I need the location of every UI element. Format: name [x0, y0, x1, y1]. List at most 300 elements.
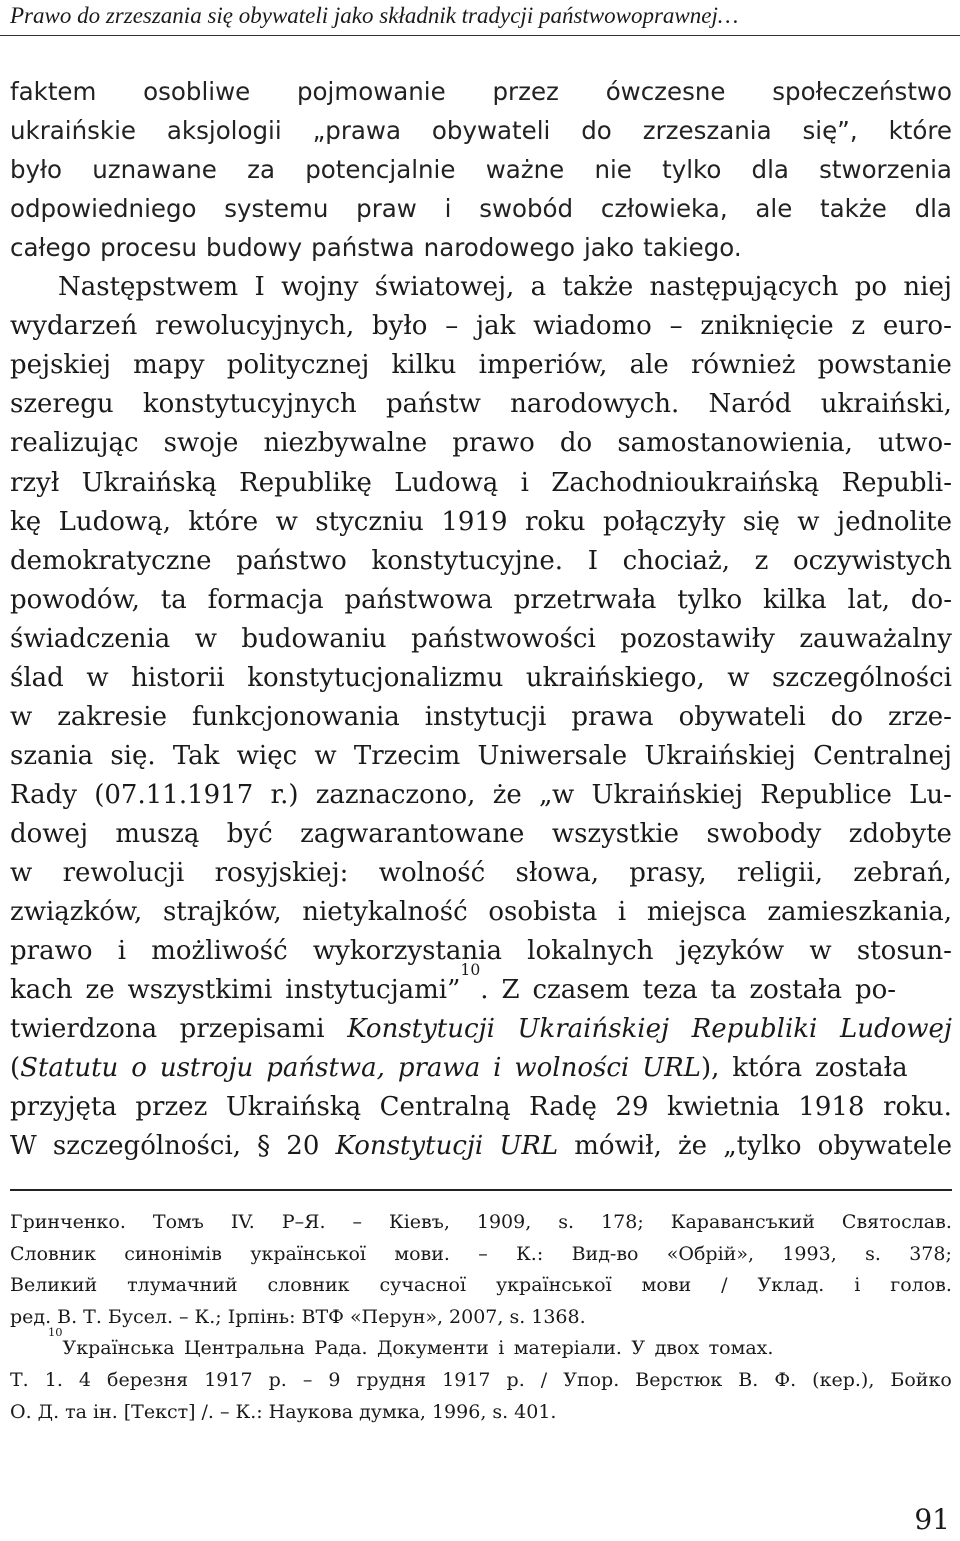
word: Ukraińskiej: [591, 779, 744, 810]
text-line: [10, 1048, 952, 1088]
word: przez: [492, 77, 559, 106]
word: К.:: [516, 1242, 544, 1265]
word: грудня: [356, 1369, 427, 1391]
word: „prawa: [312, 116, 401, 146]
word: przez: [135, 1092, 208, 1123]
word: i: [617, 897, 627, 928]
word: –: [302, 1369, 313, 1391]
word: stworzenia: [819, 155, 952, 185]
footnote-divider: [10, 1189, 952, 1191]
word: К.:: [235, 1400, 263, 1423]
word: ślad: [10, 662, 64, 693]
word: Уклад.: [757, 1274, 825, 1297]
word: Бусел.: [107, 1305, 174, 1328]
word: niej: [903, 272, 952, 303]
word: przepisami: [179, 1014, 325, 1045]
word: konstytucyjne.: [371, 545, 564, 576]
word: dla: [751, 155, 789, 185]
word: Великий: [10, 1274, 98, 1297]
word: О.: [10, 1400, 32, 1423]
word: Вид-во: [571, 1242, 639, 1265]
word: które: [888, 116, 952, 146]
word: Ludową,: [58, 506, 171, 537]
word: 1917: [204, 1369, 253, 1391]
text-line: [10, 384, 952, 424]
word: formacja: [207, 584, 324, 615]
word: ukraińskie: [10, 116, 136, 146]
word: obywateli: [678, 701, 806, 732]
word: –: [352, 1211, 363, 1233]
word: społeczeństwo: [772, 77, 952, 106]
word: było: [10, 155, 63, 185]
word: konstytucyjnych: [142, 389, 357, 420]
word: 29: [615, 1092, 649, 1123]
word: К.;: [194, 1305, 222, 1328]
word: rewolucyjnych,: [155, 311, 355, 342]
word: następujących: [649, 272, 839, 303]
word: kilku: [391, 350, 457, 381]
word: do: [830, 701, 864, 732]
footnote-line: [10, 1301, 952, 1333]
word: Ludowej: [839, 1014, 952, 1045]
word: euro-: [882, 311, 952, 342]
word: strajków,: [162, 897, 282, 928]
word: ukraińskiego,: [525, 662, 705, 693]
word: swoje: [163, 428, 239, 459]
word: a: [530, 272, 547, 303]
word: prawo: [452, 428, 535, 459]
word: –: [179, 1305, 189, 1328]
text-line: [10, 541, 952, 581]
word: więc: [236, 740, 298, 771]
word: Rady: [10, 779, 78, 810]
text-line: [10, 931, 952, 971]
word: Tak: [172, 740, 220, 771]
text-line: [58, 267, 952, 307]
word: wojny: [281, 272, 359, 303]
word: s.: [865, 1242, 881, 1265]
word: po: [854, 272, 888, 303]
word: kilka: [763, 584, 827, 615]
word: 1917: [442, 1369, 491, 1391]
word: р.: [268, 1369, 287, 1391]
word: Następstwem: [58, 272, 239, 303]
word: historii: [131, 662, 225, 693]
word: rewolucji: [62, 858, 185, 888]
word: się: [742, 506, 780, 537]
word: думка,: [359, 1400, 426, 1423]
text-line: [10, 72, 952, 112]
word: szania: [10, 740, 94, 771]
text-line: [10, 150, 952, 190]
word: zniknięcie: [700, 311, 834, 342]
text-line: [10, 1126, 952, 1166]
word: Ф.: [774, 1369, 797, 1391]
word: Верстюк: [635, 1369, 723, 1391]
word: сучасної: [379, 1274, 467, 1297]
word: Zachodnioukraińską: [551, 467, 820, 498]
word: zamieszkania,: [767, 897, 952, 928]
word: мови: [641, 1274, 692, 1297]
footnote-line: [10, 1396, 952, 1428]
word: ВТФ: [301, 1305, 344, 1328]
word: Republiki: [691, 1014, 818, 1045]
word: 2007,: [449, 1305, 504, 1328]
word: 178;: [601, 1211, 644, 1233]
text-line: [10, 619, 952, 659]
word: odpowiedniego: [10, 194, 197, 224]
word: 1.: [44, 1369, 63, 1391]
word: 1909,: [476, 1211, 532, 1233]
word: wszystkie: [551, 818, 680, 849]
word: do: [581, 116, 612, 146]
word: możliwość: [151, 936, 288, 967]
word: Centralną: [379, 1092, 511, 1123]
word: Гринченко.: [10, 1211, 126, 1233]
word: osobista: [488, 897, 598, 928]
word: української: [495, 1274, 612, 1297]
word: dla: [914, 194, 952, 224]
word: /: [540, 1369, 548, 1391]
word: –: [219, 1400, 230, 1423]
word: s.: [509, 1305, 526, 1328]
word: narodowych.: [510, 389, 680, 420]
text-line: [10, 502, 952, 542]
word: wydarzeń: [10, 311, 138, 342]
word: faktem: [10, 77, 97, 106]
word: „w: [539, 779, 575, 810]
word: Наукова: [268, 1400, 354, 1423]
word: 9: [328, 1369, 341, 1391]
word: I: [587, 545, 598, 576]
word: oczywistych: [793, 545, 952, 576]
word: w: [194, 623, 217, 654]
word: niezbywalne: [263, 428, 428, 459]
word: powodów,: [10, 584, 140, 615]
word: zebrań,: [853, 858, 952, 888]
word: być: [226, 818, 273, 849]
word: Бойко: [890, 1369, 952, 1391]
word: Святослав.: [841, 1211, 952, 1233]
word: 1996,: [431, 1400, 487, 1423]
word: nietykalność: [302, 897, 468, 928]
word: ін.: [92, 1400, 118, 1423]
word: pejskiej: [10, 350, 111, 381]
word: jak: [476, 311, 516, 342]
word: utwo-: [878, 428, 952, 459]
word: kę: [10, 506, 42, 537]
word: –: [445, 311, 459, 342]
word: mówił,: [574, 1131, 662, 1162]
word: Centralnej: [813, 740, 952, 771]
word: Ukraińską: [225, 1092, 362, 1123]
text-line: [10, 961, 952, 1010]
footnote-ref: 10: [460, 961, 481, 980]
word: мови.: [394, 1242, 450, 1265]
word: i: [444, 194, 452, 224]
word: ukraiński,: [820, 389, 952, 420]
word: że: [492, 779, 522, 810]
word: języków: [678, 936, 785, 967]
word: Ірпінь:: [227, 1305, 296, 1328]
word: konstytucjonalizmu: [247, 662, 504, 693]
word: 1993,: [782, 1242, 837, 1265]
text-line: [10, 228, 952, 268]
word: /: [721, 1274, 728, 1297]
word: i: [117, 936, 127, 967]
word: nie: [594, 155, 632, 185]
word: w: [86, 662, 109, 693]
word: imperiów,: [478, 350, 608, 381]
word: państwa: [311, 233, 415, 263]
word: w: [727, 662, 750, 693]
word: politycznej: [226, 350, 370, 381]
word: państwowości: [411, 623, 596, 654]
word: powstanie: [817, 350, 952, 381]
word: szczególności,: [52, 1131, 242, 1162]
word: świadczenia: [10, 623, 171, 654]
word: Republice: [760, 779, 892, 810]
word: państw: [386, 389, 481, 420]
word: swobód: [479, 194, 574, 224]
word: Radę: [529, 1092, 597, 1123]
word: –: [669, 311, 683, 342]
word: w: [797, 506, 820, 537]
word: narodowego: [423, 233, 575, 263]
word: тлумачний: [127, 1274, 238, 1297]
word: i: [520, 467, 529, 498]
word: (кер.),: [812, 1369, 875, 1391]
word: pozostawiły: [620, 623, 775, 654]
word: roku.: [883, 1092, 952, 1123]
word: w: [809, 936, 832, 967]
footnote-line: [10, 1206, 952, 1238]
word: r.): [270, 779, 299, 810]
word: ta: [160, 584, 187, 615]
word: procesu: [100, 233, 197, 263]
word: zauważalny: [799, 623, 952, 654]
word: s.: [492, 1400, 509, 1423]
word: 1919: [441, 506, 508, 537]
word: Trzecim: [353, 740, 461, 771]
word: połączyły: [603, 506, 726, 537]
word: również: [690, 350, 796, 381]
footnote-line: [48, 1325, 952, 1364]
word: В.: [57, 1305, 78, 1328]
word: osobliwe: [143, 77, 251, 106]
text-segment: . Z czasem teza ta została po-: [480, 975, 897, 1006]
text-segment: kach ze wszystkimi instytucjami”: [10, 975, 461, 1006]
text-line: [10, 345, 952, 385]
word: w: [10, 858, 33, 888]
text-segment: Українська Центральна Рада. Документи і матеріали. У двох томах.: [62, 1337, 774, 1360]
word: aksjologii: [166, 116, 282, 146]
word: tylko: [677, 584, 743, 615]
word: chociaż,: [622, 545, 730, 576]
word: березня: [107, 1369, 189, 1391]
word: Кіевъ,: [389, 1211, 450, 1233]
word: człowieka,: [600, 194, 728, 224]
word: obywateli: [431, 116, 551, 146]
text-line: [10, 306, 952, 346]
word: W: [10, 1131, 37, 1162]
word: wykorzystania: [312, 936, 502, 967]
word: w: [10, 701, 33, 732]
word: słowa,: [515, 858, 599, 888]
word: także: [562, 272, 634, 303]
word: Словник: [10, 1242, 96, 1265]
word: z: [851, 311, 866, 342]
word: obywatele: [817, 1131, 952, 1162]
footnote-line: [10, 1364, 952, 1396]
text-segment: (: [10, 1053, 21, 1084]
word: mapy: [133, 350, 205, 381]
word: IV.: [230, 1211, 255, 1233]
word: синонімів: [124, 1242, 222, 1265]
word: В.: [738, 1369, 759, 1391]
word: Д.: [37, 1400, 60, 1423]
word: systemu: [224, 194, 329, 224]
word: prawo: [10, 936, 93, 967]
word: «Обрій»,: [666, 1242, 755, 1265]
text-line: [10, 892, 952, 932]
word: rosyjskiej:: [214, 858, 349, 888]
word: do-: [910, 584, 952, 615]
word: Томъ: [152, 1211, 204, 1233]
word: р.: [506, 1369, 525, 1391]
word: szeregu: [10, 389, 114, 420]
text-line: [10, 423, 952, 463]
word: przetrwała: [513, 584, 657, 615]
word: dowej: [10, 818, 88, 849]
word: Р–Я.: [281, 1211, 326, 1233]
word: prawa: [571, 701, 654, 732]
word: і: [854, 1274, 861, 1297]
text-line: [10, 189, 952, 229]
word: та: [65, 1400, 87, 1423]
word: budowaniu: [241, 623, 387, 654]
word: w: [314, 740, 337, 771]
word: do: [559, 428, 593, 459]
word: zrze-: [887, 701, 952, 732]
word: realizując: [10, 428, 139, 459]
page-number: 91: [914, 1503, 950, 1536]
word: demokratyczne: [10, 545, 212, 576]
word: zdobyte: [848, 818, 952, 849]
word: Каравансъкий: [670, 1211, 815, 1233]
word: rzył: [10, 467, 60, 498]
word: Naród: [708, 389, 792, 420]
word: było: [372, 311, 428, 342]
word: jednolite: [837, 506, 952, 537]
word: §: [257, 1131, 271, 1162]
word: ale: [629, 350, 669, 381]
text-line: [10, 463, 952, 503]
word: ale: [755, 194, 793, 224]
word: w: [275, 506, 298, 537]
word: Konstytucji: [335, 1131, 484, 1162]
word: zrzeszania: [642, 116, 772, 146]
word: stosun-: [856, 936, 952, 967]
word: wiadomo: [533, 311, 652, 342]
word: uznawane: [92, 155, 217, 185]
word: za: [247, 155, 275, 185]
word: словник: [267, 1274, 350, 1297]
word: Ukraińskiej: [644, 740, 796, 771]
word: takiego.: [643, 233, 742, 263]
text-segment: Statutu o ustroju państwa, prawa i wolności URL: [20, 1053, 701, 1084]
text-line: [10, 775, 952, 815]
word: Т.: [83, 1305, 102, 1328]
word: całego: [10, 233, 92, 263]
word: miejsca: [646, 897, 747, 928]
word: zaznaczono,: [315, 779, 476, 810]
word: голов.: [890, 1274, 952, 1297]
footnote-line: [10, 1238, 952, 1270]
word: instytucji: [424, 701, 547, 732]
footnote-ref: 10: [48, 1325, 63, 1340]
word: związków,: [10, 897, 143, 928]
word: Lu-: [909, 779, 952, 810]
word: 20: [286, 1131, 320, 1162]
word: Konstytucji: [347, 1014, 495, 1045]
word: (07.11.1917: [94, 779, 254, 810]
word: samostanowienia,: [617, 428, 853, 459]
word: [Текст]: [123, 1400, 196, 1423]
word: przyjęta: [10, 1092, 117, 1123]
word: URL: [499, 1131, 559, 1162]
footnote-line: [10, 1269, 952, 1301]
word: ред.: [10, 1305, 52, 1328]
word: lokalnych: [527, 936, 654, 967]
word: 1368.: [531, 1305, 586, 1328]
word: Republi-: [841, 467, 952, 498]
word: państwowa: [344, 584, 493, 615]
word: Republikę: [239, 467, 372, 498]
text-line: [10, 658, 952, 698]
word: państwo: [236, 545, 347, 576]
word: twierdzona: [10, 1014, 158, 1045]
text-segment: ), która została: [700, 1053, 908, 1084]
word: że: [677, 1131, 708, 1162]
word: wolność: [378, 858, 486, 888]
word: funkcjonowania: [191, 701, 400, 732]
word: 401.: [514, 1400, 557, 1423]
word: Ludową: [394, 467, 499, 498]
word: Ukraińską: [81, 467, 217, 498]
text-line: [10, 697, 952, 737]
word: z: [754, 545, 769, 576]
word: praw: [356, 194, 417, 224]
running-title: Prawo do zrzeszania się obywateli jako składnik tradycji państwowoprawnej…: [10, 3, 739, 28]
word: «Перун»,: [349, 1305, 444, 1328]
word: religii,: [736, 858, 823, 888]
word: I: [254, 272, 265, 303]
word: roku: [524, 506, 586, 537]
word: 1918: [798, 1092, 865, 1123]
word: „tylko: [723, 1131, 802, 1162]
text-line: [10, 580, 952, 620]
word: /.: [201, 1400, 214, 1423]
word: muszą: [115, 818, 200, 849]
word: zagwarantowane: [300, 818, 525, 849]
word: potencjalnie: [305, 155, 456, 185]
word: української: [250, 1242, 366, 1265]
word: ówczesne: [605, 77, 726, 106]
text-line: [10, 814, 952, 854]
text-line: [10, 736, 952, 776]
text-line: [10, 1009, 952, 1049]
